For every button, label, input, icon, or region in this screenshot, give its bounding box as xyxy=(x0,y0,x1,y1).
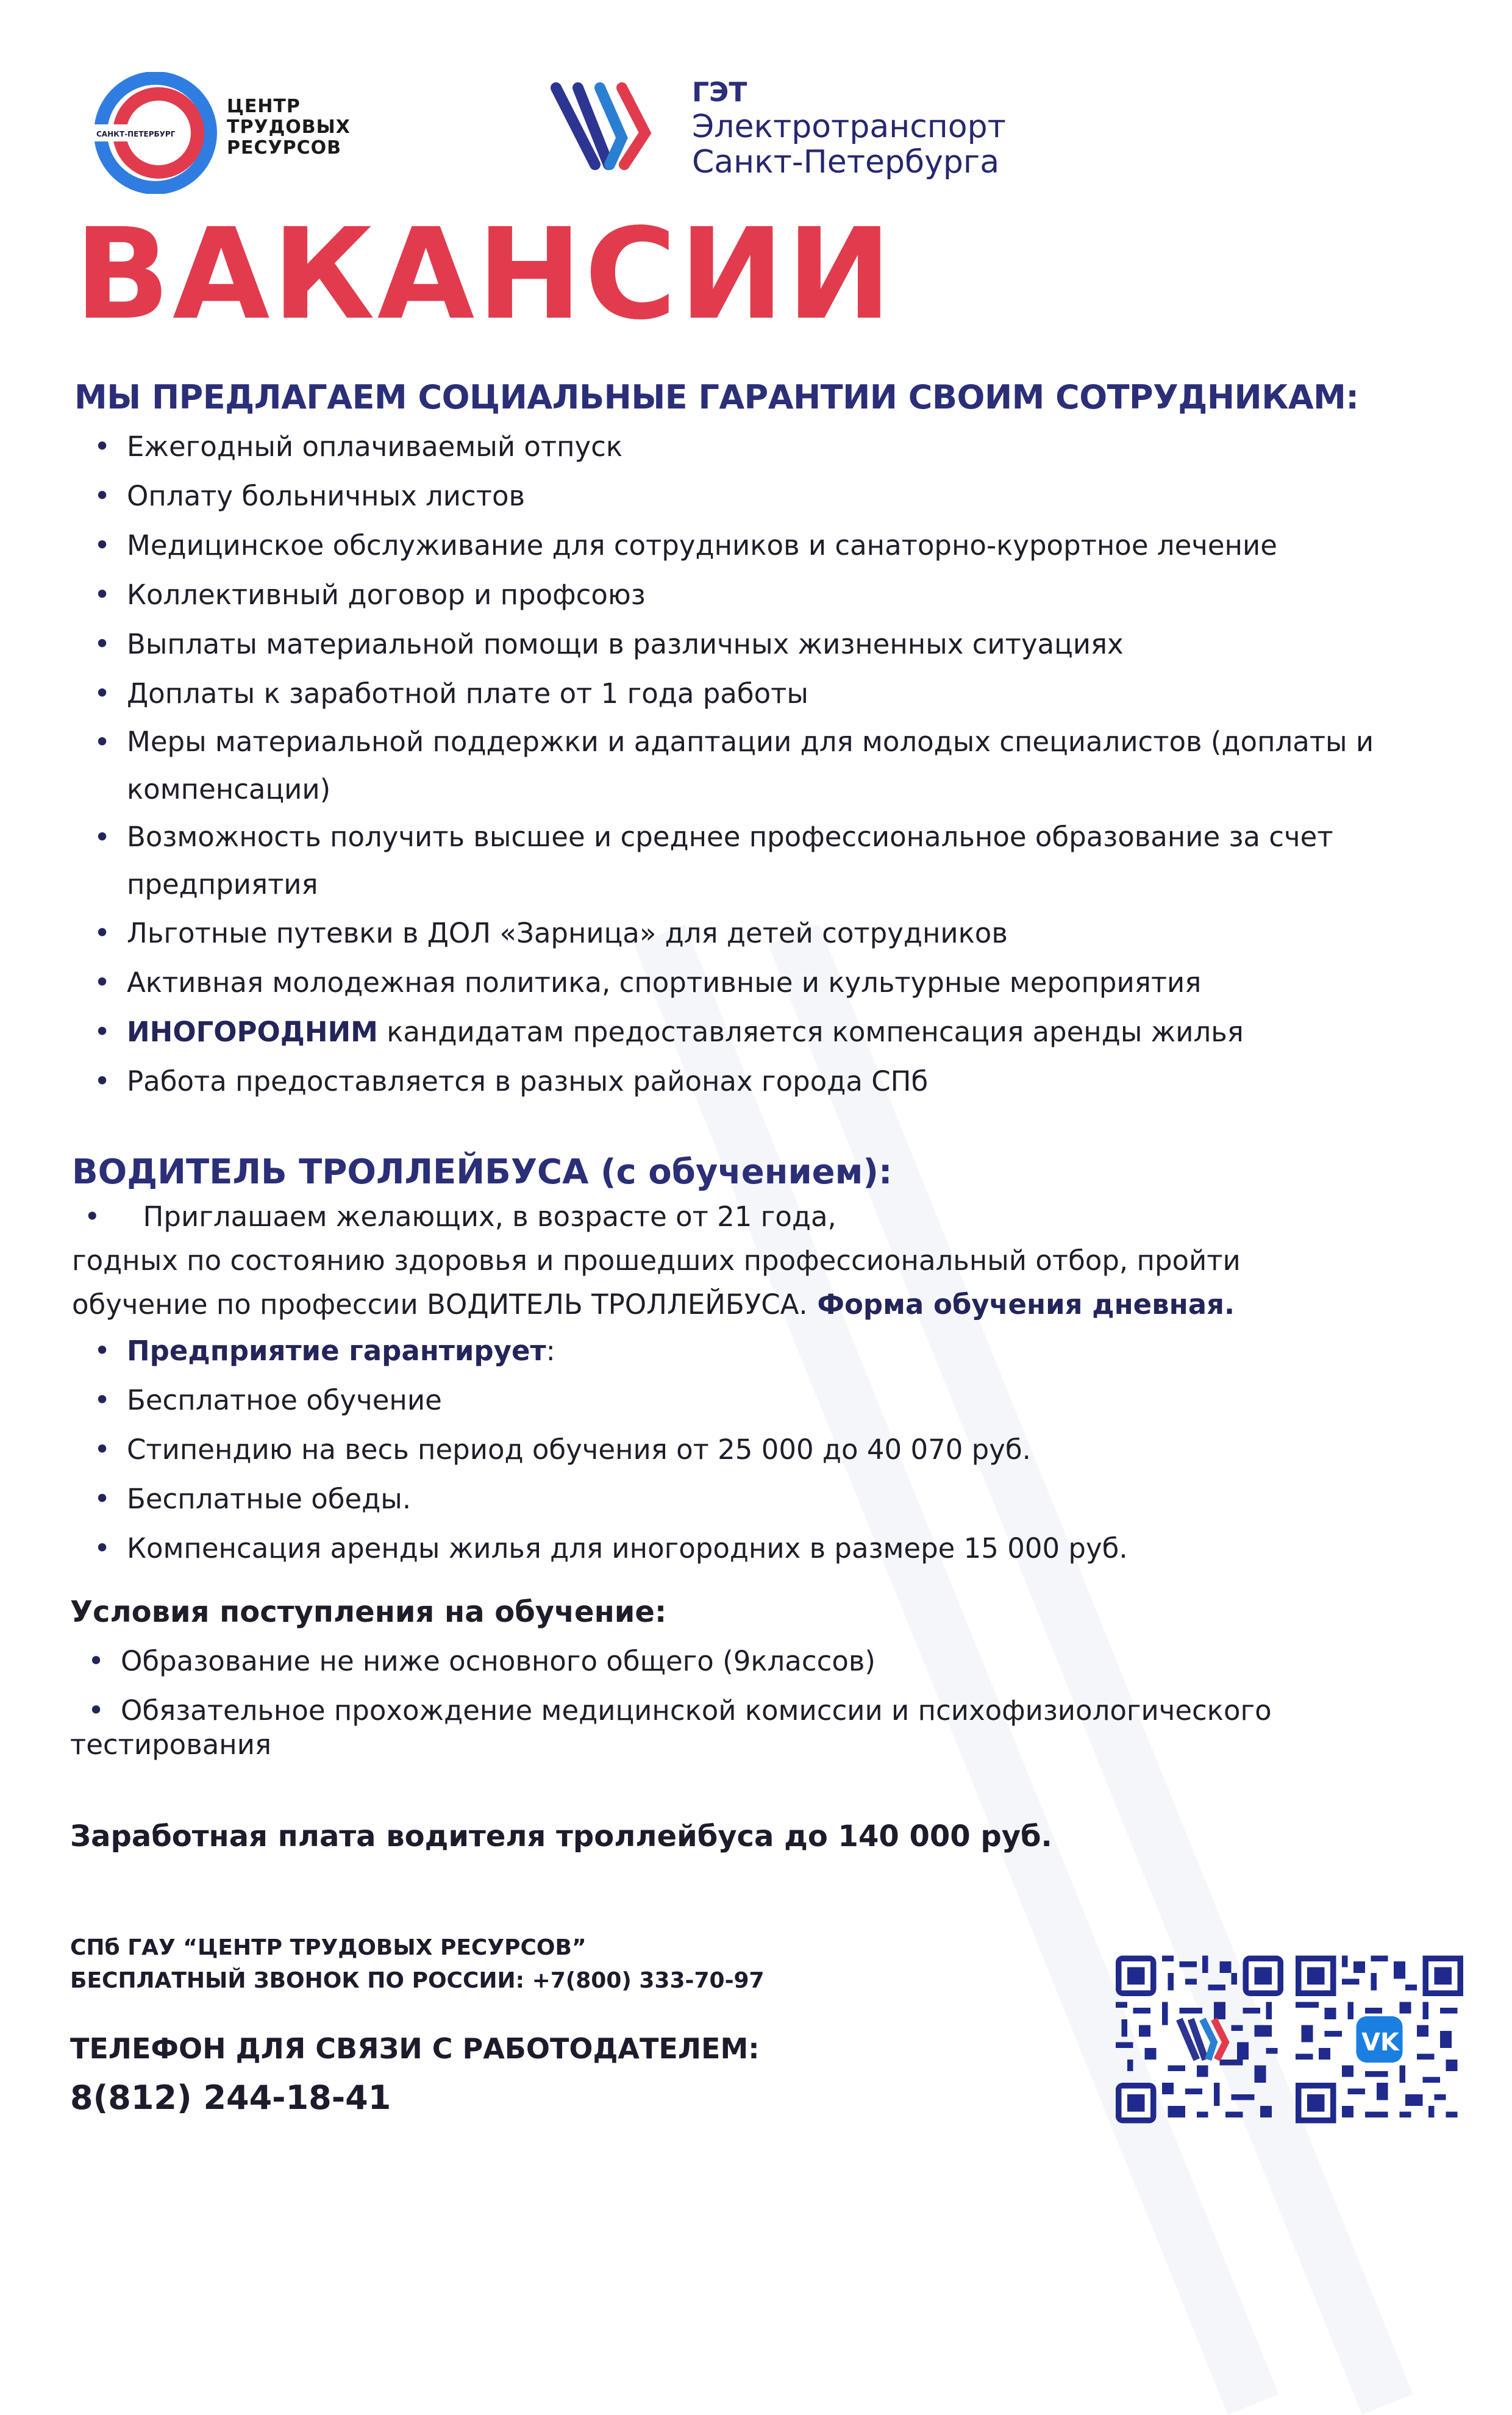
list-item-nonresident xyxy=(91,1007,1494,1057)
benefits-heading: МЫ ПРЕДЛАГАЕМ СОЦИАЛЬНЫЕ ГАРАНТИИ СВОИМ СОТРУДНИКАМ: xyxy=(74,378,1359,416)
list-item: • Компенсация аренды жилья для иногородних в размере 15 000 руб. xyxy=(91,1524,1433,1573)
qr-code-vk[interactable] xyxy=(1296,1951,1463,2128)
list-item: • Льготные путевки в ДОЛ «Зарница» для детей сотрудников xyxy=(91,908,1494,958)
study-form: Форма обучения дневная. xyxy=(807,1288,1235,1321)
list-item: • Стипендию на весь период обучения от 25 000 до 40 070 руб. xyxy=(91,1425,1433,1474)
labor-center-logo-icon xyxy=(91,72,219,194)
free-call-phone[interactable]: БЕСПЛАТНЫЙ ЗВОНОК ПО РОССИИ: +7(800) 333-70-97 xyxy=(70,1968,765,1993)
get-transport-logo-icon xyxy=(547,78,657,174)
guarantees-list xyxy=(91,1326,1433,1573)
nonresident-text: кандидатам предоставляется компенсация аренды жилья xyxy=(377,1016,1244,1048)
labor-center-name xyxy=(227,96,351,159)
list-item: • Доплаты к заработной плате от 1 года работы xyxy=(91,669,1494,718)
vacancy-heading: ВОДИТЕЛЬ ТРОЛЛЕЙБУСА (с обучением): xyxy=(72,1152,893,1192)
logo-line: ЦЕНТР xyxy=(227,96,301,117)
intro-text: Приглашаем желающих, в возрасте от 21 года, xyxy=(143,1200,836,1233)
qr-code-get[interactable] xyxy=(1116,1951,1283,2128)
get-transport-name xyxy=(692,76,1006,180)
list-item: • Активная молодежная политика, спортивные и культурные мероприятия xyxy=(91,958,1494,1007)
list-item: • Меры материальной поддержки и адаптации для молодых специалистов (доплаты и компенсации) xyxy=(91,718,1494,813)
list-item: • Бесплатное обучение xyxy=(91,1375,1433,1425)
get-logo-icon xyxy=(1179,2019,1225,2060)
list-item: • Выплаты материальной помощи в различных жизненных ситуациях xyxy=(91,619,1494,669)
get-line1: Электротранспорт xyxy=(692,109,1006,145)
list-item: • Возможность получить высшее и среднее профессиональное образование за счет предприятия xyxy=(91,813,1494,908)
list-item: • Коллективный договор и профсоюз xyxy=(91,570,1494,619)
list-item: • Образование не ниже основного общего (9классов) xyxy=(85,1636,1512,1686)
page-title: ВАКАНСИИ xyxy=(74,201,894,348)
logo-line: РЕСУРСОВ xyxy=(227,137,341,159)
conditions-tail: тестирования xyxy=(70,1728,272,1761)
conditions-list xyxy=(85,1636,1512,1735)
benefits-list xyxy=(91,422,1494,1106)
vacancy-intro xyxy=(72,1195,1492,1327)
conditions-heading: Условия поступления на обучение: xyxy=(70,1595,667,1629)
list-item: • Бесплатные обеды. xyxy=(91,1474,1433,1524)
employer-phone-label: ТЕЛЕФОН ДЛЯ СВЯЗИ С РАБОТОДАТЕЛЕМ: xyxy=(70,2032,760,2065)
vk-icon xyxy=(1357,2016,1403,2063)
logo-line: ТРУДОВЫХ xyxy=(227,116,351,138)
list-item: • Медицинское обслуживание для сотрудников и санаторно-курортное лечение xyxy=(91,521,1494,570)
svg-text:VK: VK xyxy=(1361,2028,1399,2057)
colon: : xyxy=(546,1335,555,1367)
salary-text: Заработная плата водителя троллейбуса до 140 000 руб. xyxy=(70,1819,1052,1853)
get-line2: Санкт-Петербурга xyxy=(692,144,1000,180)
nonresident-bold: ИНОГОРОДНИМ xyxy=(127,1016,378,1048)
intro-line: годных по состоянию здоровья и прошедших профессиональный отбор, пройти xyxy=(72,1244,1241,1277)
guarantee-label-item xyxy=(91,1326,1433,1375)
employer-phone[interactable]: 8(812) 244-18-41 xyxy=(70,2078,391,2117)
footer-org xyxy=(70,1932,765,1997)
svg-text:САНКТ-ПЕТЕРБУРГ: САНКТ-ПЕТЕРБУРГ xyxy=(96,130,176,138)
list-item: • Оплату больничных листов xyxy=(91,471,1494,521)
get-abbr: ГЭТ xyxy=(692,77,747,108)
intro-text: обучение по профессии ВОДИТЕЛЬ ТРОЛЛЕЙБУСА. xyxy=(72,1288,808,1321)
guarantee-label: Предприятие гарантирует xyxy=(127,1335,546,1367)
org-name: СПб ГАУ “ЦЕНТР ТРУДОВЫХ РЕСУРСОВ” xyxy=(70,1935,587,1960)
list-item: • Работа предоставляется в разных районах города СПб xyxy=(91,1057,1494,1106)
list-item: • Ежегодный оплачиваемый отпуск xyxy=(91,422,1494,471)
intro-line xyxy=(72,1283,1492,1327)
list-item: • Обязательное прохождение медицинской комиссии и психофизиологического xyxy=(85,1686,1512,1735)
bullet-icon: • xyxy=(84,1200,101,1233)
intro-line xyxy=(72,1195,1492,1239)
